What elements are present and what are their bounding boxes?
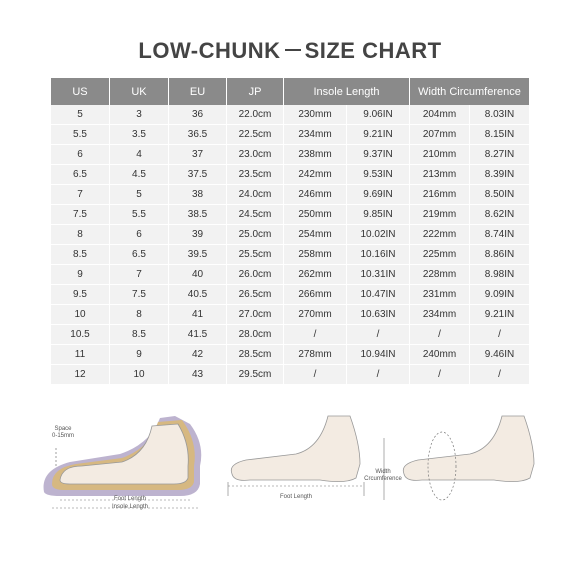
table-cell: 9 <box>110 345 169 365</box>
table-cell: 10 <box>51 305 110 325</box>
table-cell: 9.21IN <box>347 125 410 145</box>
table-cell: 258mm <box>284 245 347 265</box>
table-row <box>51 125 529 145</box>
table-cell: 39.5 <box>169 245 227 265</box>
table-cell: 23.0cm <box>227 145 284 165</box>
table-cell: 24.0cm <box>227 185 284 205</box>
space-label <box>48 426 78 440</box>
space-value-text: 0-15mm <box>51 433 74 439</box>
table-cell: 240mm <box>410 345 470 365</box>
table-cell: 40 <box>169 265 227 285</box>
table-cell: / <box>410 365 470 385</box>
width-label-text: Width <box>375 469 391 475</box>
width-circumference-label <box>356 469 410 483</box>
table-cell: 8.62IN <box>470 205 529 225</box>
title-subject: SIZE CHART <box>304 38 442 63</box>
table-cell: 9.85IN <box>347 205 410 225</box>
table-header-row <box>51 78 529 105</box>
table-cell: 254mm <box>284 225 347 245</box>
table-cell: 37 <box>169 145 227 165</box>
table-cell: 8.74IN <box>470 225 529 245</box>
table-cell: 40.5 <box>169 285 227 305</box>
table-cell: 9.53IN <box>347 165 410 185</box>
table-row <box>51 265 529 285</box>
table-cell: 36.5 <box>169 125 227 145</box>
table-cell: 10.94IN <box>347 345 410 365</box>
table-cell: / <box>347 365 410 385</box>
table-cell: 225mm <box>410 245 470 265</box>
table-cell: 41 <box>169 305 227 325</box>
table-row <box>51 245 529 265</box>
table-cell: 10.16IN <box>347 245 410 265</box>
header-jp: JP <box>227 78 284 105</box>
table-cell: 266mm <box>284 285 347 305</box>
table-cell: 25.0cm <box>227 225 284 245</box>
circumference-label-text: Crcumference <box>364 476 402 482</box>
table-cell: 8.5 <box>110 325 169 345</box>
table-cell: 8.27IN <box>470 145 529 165</box>
table-cell: 246mm <box>284 185 347 205</box>
size-chart-table <box>51 78 529 385</box>
table-cell: 9.21IN <box>470 305 529 325</box>
table-row <box>51 205 529 225</box>
table-cell: 26.5cm <box>227 285 284 305</box>
table-cell: 231mm <box>410 285 470 305</box>
table-cell: 228mm <box>410 265 470 285</box>
table-cell: 210mm <box>410 145 470 165</box>
table-cell: 234mm <box>284 125 347 145</box>
header-width-circumference: Width Circumference <box>410 78 529 105</box>
table-cell: 213mm <box>410 165 470 185</box>
table-cell: 222mm <box>410 225 470 245</box>
table-cell: 28.5cm <box>227 345 284 365</box>
table-cell: 22.5cm <box>227 125 284 145</box>
table-cell: 43 <box>169 365 227 385</box>
foot-length-label: Foot Length <box>113 496 147 502</box>
table-cell: 39 <box>169 225 227 245</box>
table-cell: 10 <box>110 365 169 385</box>
table-cell: 270mm <box>284 305 347 325</box>
table-cell: 8.50IN <box>470 185 529 205</box>
measurement-diagrams <box>0 404 580 580</box>
table-row <box>51 345 529 365</box>
table-cell: 262mm <box>284 265 347 285</box>
table-cell: 7.5 <box>51 205 110 225</box>
table-cell: 8 <box>110 305 169 325</box>
table-cell: 11 <box>51 345 110 365</box>
table-cell: 207mm <box>410 125 470 145</box>
table-cell: 28.0cm <box>227 325 284 345</box>
title-brand: LOW-CHUNK <box>138 38 281 63</box>
table-cell: 9.46IN <box>470 345 529 365</box>
table-cell: 27.0cm <box>227 305 284 325</box>
table-cell: 10.47IN <box>347 285 410 305</box>
table-cell: 6 <box>51 145 110 165</box>
table-cell: 5 <box>110 185 169 205</box>
table-cell: 38.5 <box>169 205 227 225</box>
table-cell: 8.39IN <box>470 165 529 185</box>
header-eu: EU <box>169 78 227 105</box>
table-row <box>51 225 529 245</box>
table-cell: 38 <box>169 185 227 205</box>
table-cell: 10.5 <box>51 325 110 345</box>
table-row <box>51 325 529 345</box>
table-cell: 22.0cm <box>227 105 284 125</box>
table-cell: 10.02IN <box>347 225 410 245</box>
table-cell: 8.5 <box>51 245 110 265</box>
header-us: US <box>51 78 110 105</box>
foot-length-label-2: Foot Length <box>279 494 313 500</box>
table-cell: 25.5cm <box>227 245 284 265</box>
table-cell: 6.5 <box>51 165 110 185</box>
table-cell: 9 <box>51 265 110 285</box>
table-cell: / <box>410 325 470 345</box>
table-cell: 10.31IN <box>347 265 410 285</box>
table-cell: 41.5 <box>169 325 227 345</box>
table-cell: 4 <box>110 145 169 165</box>
table-cell: 8.86IN <box>470 245 529 265</box>
table-cell: 24.5cm <box>227 205 284 225</box>
table-cell: 5.5 <box>51 125 110 145</box>
table-cell: 4.5 <box>110 165 169 185</box>
table-cell: 219mm <box>410 205 470 225</box>
page-title <box>0 38 580 64</box>
table-cell: 9.09IN <box>470 285 529 305</box>
table-cell: / <box>470 325 529 345</box>
table-cell: 29.5cm <box>227 365 284 385</box>
header-uk: UK <box>110 78 169 105</box>
table-cell: 7.5 <box>110 285 169 305</box>
table-cell: 8.98IN <box>470 265 529 285</box>
table-cell: 216mm <box>410 185 470 205</box>
insole-length-label: Insole Length <box>111 504 149 510</box>
table-row <box>51 285 529 305</box>
table-cell: / <box>470 365 529 385</box>
table-cell: 37.5 <box>169 165 227 185</box>
table-row <box>51 105 529 125</box>
table-cell: 7 <box>51 185 110 205</box>
table-cell: 9.69IN <box>347 185 410 205</box>
table-cell: 10.63IN <box>347 305 410 325</box>
table-row <box>51 145 529 165</box>
table-cell: 250mm <box>284 205 347 225</box>
table-row <box>51 185 529 205</box>
table-cell: 5 <box>51 105 110 125</box>
table-cell: 8 <box>51 225 110 245</box>
table-cell: 278mm <box>284 345 347 365</box>
header-insole-length: Insole Length <box>284 78 410 105</box>
table-cell: 9.5 <box>51 285 110 305</box>
space-label-text: Space <box>54 426 72 432</box>
table-body <box>51 105 529 385</box>
table-cell: / <box>284 365 347 385</box>
table-cell: 7 <box>110 265 169 285</box>
table-cell: 36 <box>169 105 227 125</box>
table-cell: 23.5cm <box>227 165 284 185</box>
table-cell: 6 <box>110 225 169 245</box>
table-cell: 230mm <box>284 105 347 125</box>
table-cell: 9.37IN <box>347 145 410 165</box>
table-cell: 5.5 <box>110 205 169 225</box>
table-cell: 3.5 <box>110 125 169 145</box>
table-cell: 8.03IN <box>470 105 529 125</box>
table-cell: 9.06IN <box>347 105 410 125</box>
foot-circumference-illustration <box>384 416 534 500</box>
table-cell: 3 <box>110 105 169 125</box>
table-row <box>51 365 529 385</box>
table-cell: 238mm <box>284 145 347 165</box>
table-cell: 42 <box>169 345 227 365</box>
table-cell: 8.15IN <box>470 125 529 145</box>
table-cell: 26.0cm <box>227 265 284 285</box>
foot-diagrams-svg <box>0 404 580 580</box>
table-cell: / <box>284 325 347 345</box>
table-cell: 6.5 <box>110 245 169 265</box>
table-cell: / <box>347 325 410 345</box>
table-row <box>51 165 529 185</box>
table-row <box>51 305 529 325</box>
table-cell: 234mm <box>410 305 470 325</box>
title-dash <box>285 49 301 51</box>
table-cell: 242mm <box>284 165 347 185</box>
table-cell: 12 <box>51 365 110 385</box>
foot-side-illustration <box>228 416 364 496</box>
table-cell: 204mm <box>410 105 470 125</box>
